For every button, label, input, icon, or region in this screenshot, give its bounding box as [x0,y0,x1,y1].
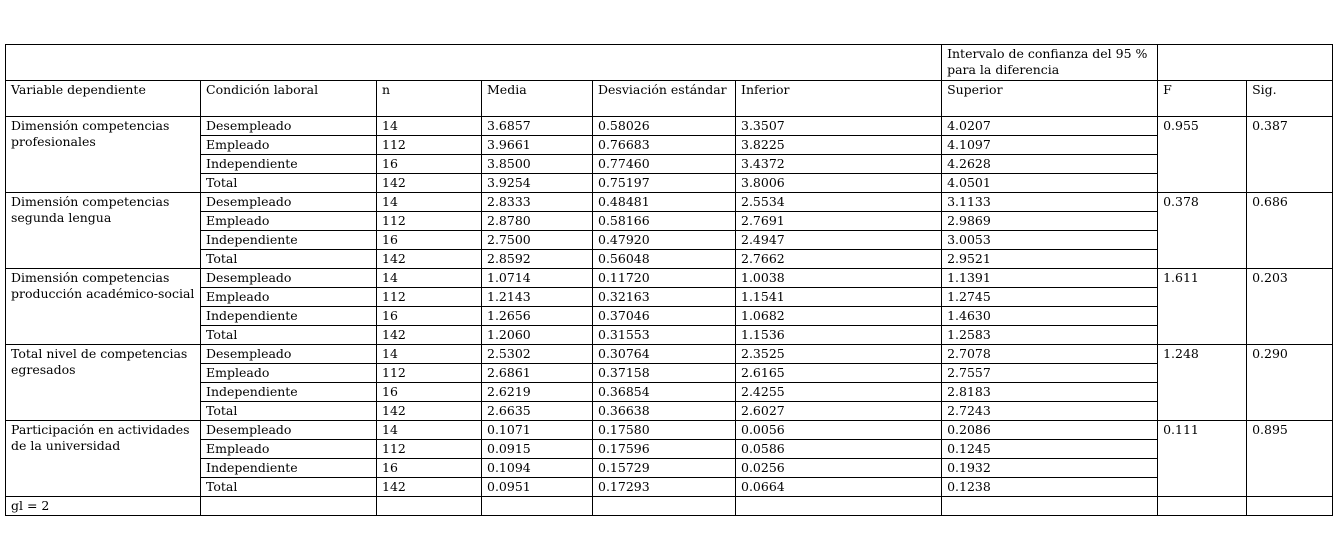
n-cell: 112 [377,440,482,459]
condicion-cell: Total [201,402,377,421]
table-row [6,155,1333,174]
table-row [6,193,1333,212]
media-cell: 2.6861 [482,364,593,383]
superior-cell: 2.7243 [942,402,1158,421]
condicion-cell: Desempleado [201,193,377,212]
n-cell: 142 [377,174,482,193]
superior-cell: 4.2628 [942,155,1158,174]
col-header-n: n [377,81,482,117]
n-cell: 14 [377,117,482,136]
sig-cell: 0.387 [1247,117,1333,193]
inferior-cell: 1.1541 [736,288,942,307]
superior-cell: 2.9869 [942,212,1158,231]
condicion-cell: Empleado [201,136,377,155]
inferior-cell: 0.0586 [736,440,942,459]
col-header-sd: Desviación estándar [593,81,736,117]
footer-empty-cell [736,497,942,516]
sd-cell: 0.58166 [593,212,736,231]
col-header-f: F [1158,81,1247,117]
n-cell: 14 [377,269,482,288]
sd-cell: 0.17293 [593,478,736,497]
header-empty-cell [6,45,942,81]
table-row [6,459,1333,478]
sd-cell: 0.76683 [593,136,736,155]
ci-header: Intervalo de confianza del 95 % para la diferencia [942,45,1158,81]
n-cell: 16 [377,231,482,250]
table-row [6,269,1333,288]
media-cell: 1.2060 [482,326,593,345]
superior-cell: 2.8183 [942,383,1158,402]
condicion-cell: Desempleado [201,117,377,136]
footer-empty-cell [942,497,1158,516]
table-row [6,212,1333,231]
condicion-cell: Independiente [201,383,377,402]
media-cell: 1.0714 [482,269,593,288]
media-cell: 0.1071 [482,421,593,440]
footer-row [6,497,1333,516]
n-cell: 112 [377,288,482,307]
n-cell: 16 [377,155,482,174]
media-cell: 3.9661 [482,136,593,155]
table-row [6,250,1333,269]
inferior-cell: 1.1536 [736,326,942,345]
condicion-cell: Independiente [201,307,377,326]
n-cell: 142 [377,478,482,497]
sd-cell: 0.31553 [593,326,736,345]
table-row [6,307,1333,326]
header-empty-cell-right [1158,45,1333,81]
condicion-cell: Independiente [201,459,377,478]
media-cell: 1.2656 [482,307,593,326]
media-cell: 0.0915 [482,440,593,459]
superior-cell: 1.2583 [942,326,1158,345]
variable-cell: Dimensión competencias segunda lengua [6,193,201,269]
table-row [6,288,1333,307]
media-cell: 2.6635 [482,402,593,421]
condicion-cell: Empleado [201,440,377,459]
col-header-variable: Variable dependiente [6,81,201,117]
sd-cell: 0.37158 [593,364,736,383]
condicion-cell: Total [201,478,377,497]
inferior-cell: 2.4947 [736,231,942,250]
condicion-cell: Total [201,250,377,269]
superior-cell: 1.4630 [942,307,1158,326]
table-row [6,136,1333,155]
media-cell: 2.5302 [482,345,593,364]
table-row [6,364,1333,383]
condicion-cell: Independiente [201,231,377,250]
superior-cell: 0.2086 [942,421,1158,440]
media-cell: 2.8592 [482,250,593,269]
sig-cell: 0.895 [1247,421,1333,497]
inferior-cell: 1.0038 [736,269,942,288]
table-row [6,440,1333,459]
inferior-cell: 1.0682 [736,307,942,326]
media-cell: 2.6219 [482,383,593,402]
n-cell: 16 [377,383,482,402]
media-cell: 2.7500 [482,231,593,250]
table-row [6,174,1333,193]
footer-empty-cell [201,497,377,516]
table-row [6,383,1333,402]
n-cell: 112 [377,364,482,383]
condicion-cell: Desempleado [201,345,377,364]
inferior-cell: 2.7662 [736,250,942,269]
f-cell: 1.248 [1158,345,1247,421]
variable-cell: Participación en actividades de la universidad [6,421,201,497]
superior-cell: 1.1391 [942,269,1158,288]
table-row [6,421,1333,440]
variable-cell: Dimensión competencias profesionales [6,117,201,193]
superior-cell: 3.0053 [942,231,1158,250]
superior-cell: 2.9521 [942,250,1158,269]
footer-gap-cell [1247,497,1333,516]
superior-cell: 1.2745 [942,288,1158,307]
media-cell: 1.2143 [482,288,593,307]
sd-cell: 0.36854 [593,383,736,402]
inferior-cell: 3.4372 [736,155,942,174]
inferior-cell: 0.0664 [736,478,942,497]
col-header-media: Media [482,81,593,117]
table-row [6,402,1333,421]
col-header-condicion: Condición laboral [201,81,377,117]
table-row [6,117,1333,136]
sd-cell: 0.48481 [593,193,736,212]
inferior-cell: 0.0256 [736,459,942,478]
sd-cell: 0.75197 [593,174,736,193]
n-cell: 142 [377,250,482,269]
superior-cell: 0.1245 [942,440,1158,459]
sd-cell: 0.36638 [593,402,736,421]
n-cell: 142 [377,402,482,421]
sig-cell: 0.686 [1247,193,1333,269]
sd-cell: 0.30764 [593,345,736,364]
n-cell: 16 [377,307,482,326]
media-cell: 3.9254 [482,174,593,193]
superior-cell: 3.1133 [942,193,1158,212]
variable-cell: Total nivel de competencias egresados [6,345,201,421]
footer-empty-cell [1158,497,1247,516]
media-cell: 3.6857 [482,117,593,136]
superior-cell: 4.1097 [942,136,1158,155]
header-row [6,81,1333,117]
media-cell: 2.8780 [482,212,593,231]
inferior-cell: 2.6027 [736,402,942,421]
header-row-top [6,45,1333,81]
sd-cell: 0.77460 [593,155,736,174]
sd-cell: 0.32163 [593,288,736,307]
inferior-cell: 2.5534 [736,193,942,212]
sd-cell: 0.47920 [593,231,736,250]
sd-cell: 0.17580 [593,421,736,440]
table-row [6,478,1333,497]
inferior-cell: 2.6165 [736,364,942,383]
sd-cell: 0.17596 [593,440,736,459]
table-row [6,345,1333,364]
condicion-cell: Empleado [201,288,377,307]
f-cell: 1.611 [1158,269,1247,345]
condicion-cell: Total [201,174,377,193]
f-cell: 0.378 [1158,193,1247,269]
col-header-inferior: Inferior [736,81,942,117]
superior-cell: 0.1932 [942,459,1158,478]
superior-cell: 2.7078 [942,345,1158,364]
media-cell: 2.8333 [482,193,593,212]
superior-cell: 4.0207 [942,117,1158,136]
table-row [6,326,1333,345]
sig-cell: 0.203 [1247,269,1333,345]
col-header-superior: Superior [942,81,1158,117]
footer-empty-cell [377,497,482,516]
inferior-cell: 3.8225 [736,136,942,155]
superior-cell: 2.7557 [942,364,1158,383]
condicion-cell: Total [201,326,377,345]
media-cell: 3.8500 [482,155,593,174]
inferior-cell: 3.8006 [736,174,942,193]
superior-cell: 0.1238 [942,478,1158,497]
footer-empty-cell [593,497,736,516]
sd-cell: 0.56048 [593,250,736,269]
n-cell: 14 [377,421,482,440]
inferior-cell: 2.4255 [736,383,942,402]
sig-cell: 0.290 [1247,345,1333,421]
condicion-cell: Independiente [201,155,377,174]
n-cell: 16 [377,459,482,478]
col-header-sig: Sig. [1247,81,1333,117]
inferior-cell: 3.3507 [736,117,942,136]
condicion-cell: Empleado [201,212,377,231]
footer-empty-cell [482,497,593,516]
n-cell: 112 [377,136,482,155]
condicion-cell: Empleado [201,364,377,383]
variable-cell: Dimensión competencias producción académico-social [6,269,201,345]
n-cell: 112 [377,212,482,231]
table-row [6,231,1333,250]
superior-cell: 4.0501 [942,174,1158,193]
condicion-cell: Desempleado [201,421,377,440]
inferior-cell: 0.0056 [736,421,942,440]
media-cell: 0.0951 [482,478,593,497]
media-cell: 0.1094 [482,459,593,478]
sd-cell: 0.58026 [593,117,736,136]
n-cell: 142 [377,326,482,345]
sd-cell: 0.37046 [593,307,736,326]
footnote-gl: gl = 2 [6,497,201,516]
condicion-cell: Desempleado [201,269,377,288]
f-cell: 0.111 [1158,421,1247,497]
n-cell: 14 [377,345,482,364]
sd-cell: 0.11720 [593,269,736,288]
n-cell: 14 [377,193,482,212]
inferior-cell: 2.7691 [736,212,942,231]
sd-cell: 0.15729 [593,459,736,478]
f-cell: 0.955 [1158,117,1247,193]
anova-table [5,44,1333,516]
inferior-cell: 2.3525 [736,345,942,364]
